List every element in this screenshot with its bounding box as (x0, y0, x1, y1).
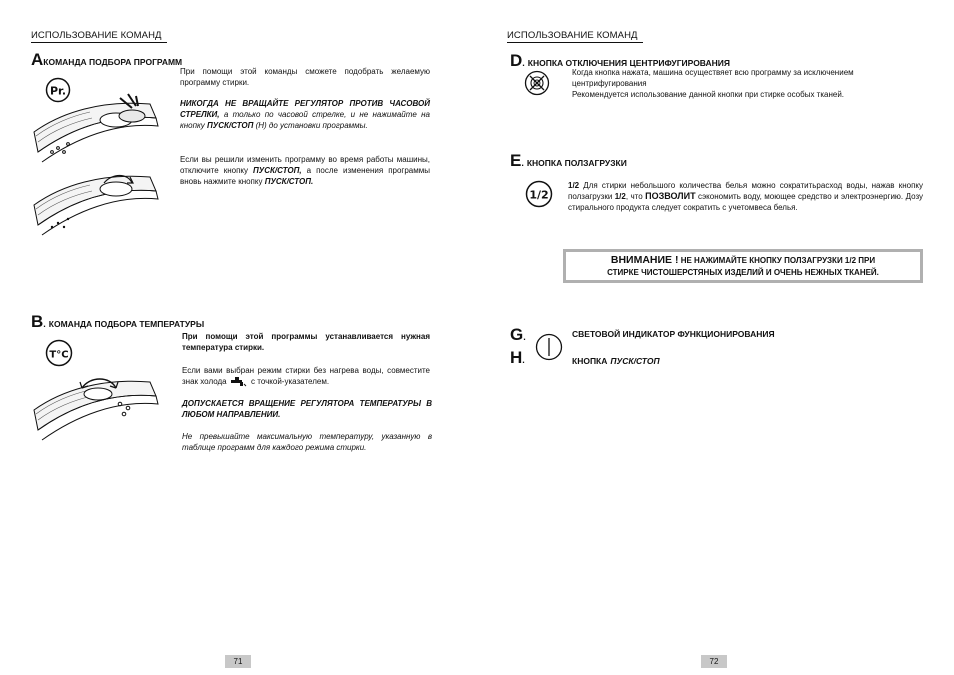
section-g-title: СВЕТОВОЙ ИНДИКАТОР ФУНКЦИОНИРОВАНИЯ (572, 329, 775, 339)
section-b-paragraph-1: При помощи этой программы устанавливается нужная температура стирки. (182, 332, 430, 352)
right-page-header: ИСПОЛЬЗОВАНИЕ КОМАНД (507, 30, 643, 43)
warning-box (563, 249, 923, 283)
warning-lead: ВНИМАНИЕ ! (610, 254, 679, 266)
section-e-letter: E (510, 151, 522, 170)
temperature-icon-label: T°C (49, 349, 69, 361)
section-d-paragraph-1: Когда кнопка нажата, машина осуществяет всю программу за исключением центрифугирования (572, 68, 854, 88)
section-a-paragraph-3: Если вы решили изменить программу во время работы машины, отключите кнопку ПУСК/СТОП, а после изменения программы вновь нажмите кнопку ПУСК/СТОП. (180, 155, 430, 186)
section-g-letter: G (510, 325, 524, 344)
control-panel-illustration-1 (32, 92, 162, 164)
half-load-icon (525, 180, 553, 208)
section-d-title: D . КНОПКА ОТКЛЮЧЕНИЯ ЦЕНТРИФУГИРОВАНИЯ (510, 51, 731, 70)
section-h-title: КНОПКА ПУСК/СТОП (572, 356, 660, 366)
section-d-paragraph-2: Рекомендуется использование данной кнопки при стирке особых тканей. (572, 90, 845, 99)
power-icon (535, 333, 563, 361)
control-panel-illustration-2 (32, 165, 162, 237)
program-icon-label: Pr. (49, 84, 67, 98)
section-b-paragraph-4: Не превышайте максимальную температуру, указанную в таблице программ для каждого режима стирки. (182, 432, 432, 452)
section-a-title-text: КОМАНДА ПОДБОРА ПРОГРАММ (43, 57, 183, 67)
section-a-title (31, 51, 182, 68)
start-stop-ref: ПУСК/СТОП (207, 121, 254, 130)
warning-counterclockwise: НИКОГДА НЕ ВРАЩАЙТЕ РЕГУЛЯТОР ПРОТИВ ЧАСОВОЙ СТРЕЛКИ, (180, 99, 430, 119)
section-b-letter: B (31, 312, 44, 331)
section-a-letter: A (31, 50, 44, 69)
section-h-letter: H (510, 348, 523, 367)
section-b-title: B . КОМАНДА ПОДБОРА ТЕМПЕРАТУРЫ (31, 312, 205, 331)
section-e-title: E . КНОПКА ПОЛЗАГРУЗКИ (510, 151, 627, 170)
section-d-title-text: КНОПКА ОТКЛЮЧЕНИЯ ЦЕНТРИФУГИРОВАНИЯ (527, 58, 731, 68)
section-e-paragraph-1: 1/2 Для стирки небольшого количества белья можно сократитьрасход воды, нажав кнопку ползагрузки 1/2, что ПОЗВОЛИТ сэкономить воду, моющее средство и электроэнергию. Дозу стирального продукта следует сократить с учетомвеса белья. (568, 181, 924, 212)
section-d-letter: D (510, 51, 523, 70)
page-number-right: 72 (701, 655, 727, 668)
section-b-title-text: КОМАНДА ПОДБОРА ТЕМПЕРАТУРЫ (48, 319, 205, 329)
temperature-icon (45, 339, 73, 367)
warning-line-1: ВНИМАНИЕ ! НЕ НАЖИМАЙТЕ КНОПКУ ПОЛЗАГРУЗКИ 1/2 ПРИ (610, 254, 876, 266)
section-g-letter-wrap: G . (510, 325, 526, 344)
half-load-icon-label: 1/2 (529, 188, 549, 202)
section-b-paragraph-2: Если вами выбран режим стирки без нагрева воды, совместите знак холода с точкой-указателем. (182, 366, 430, 386)
warning-line-2: СТИРКЕ ЧИСТОШЕРСТЯНЫХ ИЗДЕЛИЙ И ОЧЕНЬ НЕЖНЫХ ТКАНЕЙ. (607, 268, 879, 277)
section-e-title-text: КНОПКА ПОЛЗАГРУЗКИ (526, 158, 627, 168)
section-b-paragraph-3: ДОПУСКАЕТСЯ ВРАЩЕНИЕ РЕГУЛЯТОРА ТЕМПЕРАТУРЫ В ЛЮБОМ НАПРАВЛЕНИИ. (182, 399, 432, 419)
no-spin-icon (524, 70, 550, 96)
section-h-letter-wrap: H . (510, 348, 525, 367)
section-a-paragraph-2: НИКОГДА НЕ ВРАЩАЙТЕ РЕГУЛЯТОР ПРОТИВ ЧАСОВОЙ СТРЕЛКИ, а только по часовой стрелке, и не нажимайте на кнопку ПУСК/СТОП (H) до установки программы. (180, 99, 430, 130)
cold-water-tap-icon (229, 377, 249, 387)
page-number-left: 71 (225, 655, 251, 668)
left-page-header: ИСПОЛЬЗОВАНИЕ КОМАНД (31, 30, 167, 43)
control-panel-illustration-3 (32, 370, 162, 442)
section-a-paragraph-1: При помощи этой команды сможете подобрать желаемую программу стирки. (180, 67, 430, 87)
start-stop-label: ПУСК/СТОП (610, 356, 660, 366)
